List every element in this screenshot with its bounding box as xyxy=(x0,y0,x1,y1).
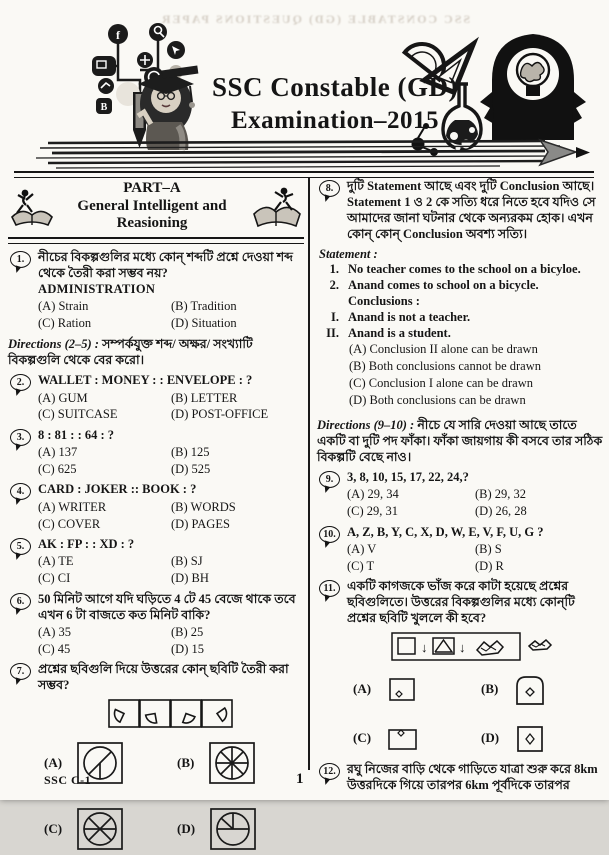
question-7-text: প্রশ্নের ছবিগুলি দিয়ে উত্তরের কোন্ ছবিটি তৈরী করা সম্ভব? xyxy=(38,662,289,693)
question-5-text: AK : FP : : XD : ? xyxy=(38,537,135,552)
question-1 xyxy=(8,250,304,332)
option-a: (A) GUM xyxy=(38,390,88,405)
statement-2 xyxy=(317,278,603,294)
conclusion-1-text: Anand is not a teacher. xyxy=(348,310,471,324)
option-b: (B) WORDS xyxy=(171,499,236,514)
exam-title-line2: Examination–2015 xyxy=(230,107,440,134)
option-a: (A) Strain xyxy=(38,299,89,314)
option-a: (A) Conclusion II alone can be drawn xyxy=(349,342,538,357)
statement-1-number: 1. xyxy=(329,262,339,277)
question-9 xyxy=(317,470,603,521)
exam-title-line1: SSC Constable (GD) xyxy=(211,72,459,102)
page-number: 1 xyxy=(296,771,304,787)
jumping-reader-icon xyxy=(10,187,54,227)
option-d-figure-cell xyxy=(171,807,304,851)
question-5 xyxy=(8,537,304,588)
option-b: (B) SJ xyxy=(171,554,203,569)
head-brain-bulb-graphic xyxy=(462,22,604,144)
option-c-label: (C) xyxy=(353,730,372,746)
question-4-text: CARD : JOKER :: BOOK : ? xyxy=(38,482,197,497)
question-7-number: 7. xyxy=(10,663,31,680)
question-1-text: নীচের বিকল্পগুলির মধ্যে কোন্ শব্দটি প্রশ্নে দেওয়া শব্দ থেকে তৈরী করা সম্ভব নয়? xyxy=(38,250,293,280)
question-1-word: ADMINISTRATION xyxy=(38,281,156,296)
option-c: (C) SUITCASE xyxy=(38,407,118,422)
question-2-text: WALLET : MONEY : : ENVELOPE : ? xyxy=(38,373,253,388)
option-b: (B) 29, 32 xyxy=(475,487,527,502)
jumping-reader-icon xyxy=(250,186,302,228)
question-2-number: 2. xyxy=(10,374,31,391)
option-c: (C) T xyxy=(347,558,375,573)
option-b: (B) LETTER xyxy=(171,390,238,405)
question-1-number: 1. xyxy=(10,251,31,268)
question-1-options xyxy=(38,299,304,333)
paper-fold-cut-sequence-figure xyxy=(391,632,559,662)
question-11 xyxy=(317,579,603,754)
option-a: (A) WRITER xyxy=(38,499,107,514)
option-d-label: (D) xyxy=(481,730,500,746)
book-code: SSC C-1 xyxy=(44,773,92,787)
statement-2-text: Anand comes to school on a bicycle. xyxy=(348,278,539,293)
option-c-figure-cell xyxy=(38,807,171,851)
question-6-text: 50 মিনিট আগে যদি ঘড়িতে 4 টে 45 বেজে থাকে তবে এখন 6 টা বাজতে কত মিনিট বাকি? xyxy=(38,591,296,622)
question-9-options xyxy=(347,487,603,521)
option-a: (A) V xyxy=(347,541,377,556)
statement-2-number: 2. xyxy=(329,278,339,293)
question-6-number: 6. xyxy=(10,593,31,610)
question-7-options-row2 xyxy=(38,807,304,851)
question-9-text: 3, 8, 10, 15, 17, 22, 24,? xyxy=(347,469,469,484)
option-d: (D) Situation xyxy=(171,316,237,331)
question-4-options xyxy=(38,499,304,533)
option-c: (C) 625 xyxy=(38,462,77,477)
part-a-line1: PART–A xyxy=(123,180,181,196)
question-5-options xyxy=(38,554,304,588)
svg-text:B: B xyxy=(100,102,108,113)
directions-9-10-label: Directions (9–10) : xyxy=(317,418,415,433)
conclusions-label: Conclusions : xyxy=(348,294,420,309)
question-12 xyxy=(317,762,603,794)
option-b: (B) Tradition xyxy=(171,299,237,314)
question-11-options-row1 xyxy=(347,674,603,706)
conclusion-1 xyxy=(317,310,603,326)
option-a: (A) 29, 34 xyxy=(347,487,399,502)
option-b: (B) 125 xyxy=(171,445,210,460)
question-10-options xyxy=(347,541,603,575)
option-a-figure-cell xyxy=(347,674,475,706)
option-c: (C) CI xyxy=(38,571,71,586)
option-a-label: (A) xyxy=(353,681,372,697)
question-5-number: 5. xyxy=(10,538,31,555)
question-12-number: 12. xyxy=(319,763,340,780)
option-d: (D) PAGES xyxy=(171,516,230,531)
question-10 xyxy=(317,525,603,576)
part-a-underline xyxy=(8,237,304,244)
option-d: (D) 15 xyxy=(171,641,204,656)
question-4 xyxy=(8,482,304,533)
left-column xyxy=(8,179,304,855)
exam-title xyxy=(190,72,480,135)
part-a-line3: Reasioning xyxy=(116,215,188,232)
option-d: (D) BH xyxy=(171,571,209,586)
option-c: (C) 45 xyxy=(38,641,71,656)
option-b: (B) 25 xyxy=(171,624,204,639)
question-7-figure-strip xyxy=(38,699,304,734)
option-b: (B) S xyxy=(475,541,502,556)
question-2-options xyxy=(38,390,304,424)
option-a: (A) TE xyxy=(38,554,74,569)
directions-2-5-label: Directions (2–5) : xyxy=(8,337,99,352)
statement-1 xyxy=(317,262,603,278)
question-3-options xyxy=(38,445,304,479)
svg-text:f: f xyxy=(116,28,120,42)
option-c: (C) COVER xyxy=(38,516,101,531)
option-c: (C) Ration xyxy=(38,316,92,331)
option-b-figure-cell xyxy=(171,741,304,785)
question-10-number: 10. xyxy=(319,526,340,543)
bleed-through-text: SSC CONSTABLE (GD) QUESTIONS PAPER xyxy=(159,12,471,26)
question-12-text: রঘু নিজের বাড়ি থেকে গাড়িতে যাত্রা শুরু করে 8km উত্তরদিকে গিয়ে তারপর 6km পূর্বদিকে তারপর xyxy=(347,761,598,792)
down-arrow-icon: ↓ xyxy=(421,639,428,655)
option-d: (D) R xyxy=(475,558,504,573)
option-b-label: (B) xyxy=(177,754,195,770)
conclusion-1-number: I. xyxy=(331,310,339,324)
conclusion-2-number: II. xyxy=(326,325,339,340)
option-d-label: (D) xyxy=(177,820,196,836)
option-c-figure-cell xyxy=(347,724,475,754)
pencil-arrow-banner xyxy=(0,138,609,172)
option-c-label: (C) xyxy=(44,820,63,836)
question-11-figure-strip xyxy=(347,632,603,667)
option-d-figure-cell xyxy=(475,724,603,754)
statement-label: Statement : xyxy=(319,246,378,261)
rect-top-diamond-figure xyxy=(385,726,421,752)
conclusion-2 xyxy=(317,326,603,342)
square-center-diamond-figure xyxy=(513,724,547,754)
question-6 xyxy=(8,592,304,659)
option-d: (D) Both conclusions can be drawn xyxy=(349,392,526,407)
question-11-options-row2 xyxy=(347,724,603,754)
option-a: (A) 137 xyxy=(38,445,78,460)
circle-four-part-figure xyxy=(209,807,257,851)
option-d: (D) 525 xyxy=(171,462,211,477)
question-3 xyxy=(8,428,304,479)
question-8-options xyxy=(317,342,603,410)
option-b-figure-cell xyxy=(475,674,603,706)
question-11-text: একটি কাগজকে ভাঁজ করে কাটা হয়েছে প্রশ্নের ছবিগুলিতে। উত্তরের বিকল্পগুলির মধ্যে কোন্‌টি প্রশ্নের ছবিটি খুললে কী হবে? xyxy=(347,579,575,625)
question-8-number: 8. xyxy=(319,180,340,197)
option-d: (D) 26, 28 xyxy=(475,504,527,519)
question-7 xyxy=(8,662,304,851)
directions-9-10-text: নীচে যে সারি দেওয়া আছে তাতে একটি বা দুটি পদ ফাঁকা। ফাঁকা জায়গায় কী বসবে তার সঠিক বিকল্পটি বেছে নাও। xyxy=(317,418,603,464)
question-4-number: 4. xyxy=(10,483,31,500)
question-3-number: 3. xyxy=(10,429,31,446)
question-10-text: A, Z, B, Y, C, X, D, W, E, V, F, U, G ? xyxy=(347,524,544,539)
option-b: (B) Both conclusions cannot be drawn xyxy=(349,359,541,374)
directions-2-5 xyxy=(8,337,304,369)
down-arrow-icon: ↓ xyxy=(459,639,466,655)
quarter-shapes-strip-figure xyxy=(108,699,234,729)
question-6-options xyxy=(38,624,304,658)
circle-eight-sector-figure xyxy=(208,741,256,785)
option-a-label: (A) xyxy=(44,754,63,770)
header-divider-rule xyxy=(14,171,594,178)
right-column xyxy=(317,179,603,797)
option-c: (C) 29, 31 xyxy=(347,504,399,519)
option-b-label: (B) xyxy=(481,681,499,697)
directions-2-5-text: সম্পর্কযুক্ত শব্দ/ অক্ষর/ সংখ্যাটি বিকল্পগুলি থেকে বের করো। xyxy=(8,337,253,368)
question-11-number: 11. xyxy=(319,580,340,597)
option-d: (D) POST-OFFICE xyxy=(171,407,269,422)
column-divider-line xyxy=(308,178,310,770)
dome-square-diamond-figure xyxy=(512,674,548,706)
question-8 xyxy=(317,179,603,243)
question-8-text: দুটি Statement আছে এবং দুটি Conclusion আছে। Statement 1 ও 2 কে সত্যি ধরে নিতে হবে যদিও সে আমাদের জানা ঘটনার থেকে অন্যরকম হোক। এখন কোন্ কোন্ Conclusion অবশ্য সত্যি। xyxy=(347,179,596,241)
question-3-text: 8 : 81 : : 64 : ? xyxy=(38,427,115,442)
part-a-header xyxy=(8,179,304,236)
option-a: (A) 35 xyxy=(38,624,71,639)
statement-1-text: No teacher comes to the school on a bicyloe. xyxy=(348,262,581,277)
option-c: (C) Conclusion I alone can be drawn xyxy=(349,376,533,390)
conclusion-2-text: Anand is a student. xyxy=(348,325,451,340)
question-2 xyxy=(8,373,304,424)
part-a-line2: General Intelligent and xyxy=(77,197,227,214)
question-9-number: 9. xyxy=(319,471,340,488)
circle-six-sector-figure xyxy=(76,807,124,851)
directions-9-10 xyxy=(317,418,603,466)
part-a-title xyxy=(54,180,250,233)
square-small-diamond-figure xyxy=(385,676,419,704)
